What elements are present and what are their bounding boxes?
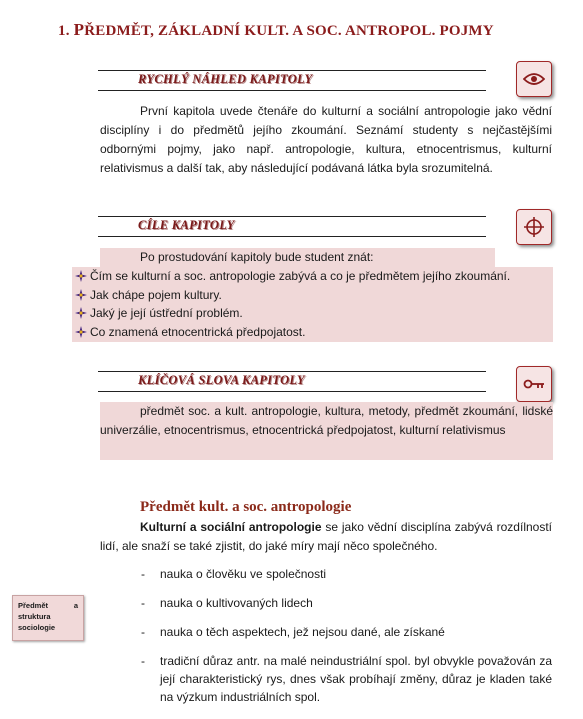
goal-item: Co znamená etnocentrická předpojatost. [72,323,553,342]
margin-note-word: struktura [18,612,51,621]
goals-top-rule [98,216,486,217]
section-lead [100,518,552,556]
chapter-title-initial: P [73,20,85,39]
preview-text: První kapitola uvede čtenáře do kulturní a sociální antropologie jako vědní disciplíny i do předmětů jejího zkoumání. Seznámí studenty s nejčastějšími odbornými pojmy, jako např. antropologie, kultura, etnocentrismus, kulturní relativismus a další tak, aby následující podávaná látka byla srozumitelná. [100,104,552,175]
section-list [141,565,552,706]
chapter-title-text: ŘEDMĚT, ZÁKLADNÍ KULT. A SOC. ANTROPOL. POJMY [84,23,494,39]
goals-list-box [72,267,553,342]
goal-item: Jak chápe pojem kultury. [72,286,553,305]
preview-icon-box [516,61,552,97]
section-list-item: - nauka o člověku ve společnosti [141,567,327,581]
goals-list [72,267,553,341]
goals-intro: Po prostudování kapitoly bude student znát: [140,250,374,264]
preview-heading: RYCHLÝ NÁHLED KAPITOLY [138,72,313,86]
keywords-heading: KLÍČOVÁ SLOVA KAPITOLY [138,373,305,387]
goal-item: Jaký je její ústřední problém. [72,304,553,323]
preview-bottom-rule [98,90,486,91]
target-icon [523,216,545,238]
star-bullet-icon [72,289,90,301]
chapter-number: 1. [58,23,70,39]
section-list-item: - nauka o těch aspektech, jež nejsou dané, ale získané [141,625,445,639]
margin-note-word: a [73,601,78,610]
chapter-title [58,20,494,40]
goals-heading: CÍLE KAPITOLY [138,218,235,232]
preview-top-rule [98,70,486,71]
section-lead-bold: Kulturní a sociální antropologie [140,520,322,534]
keywords-top-rule [98,371,486,372]
eye-icon [523,72,545,86]
keywords-box [100,402,553,460]
section-lead-rest: se jako vědní disciplína zabývá rozdílností lidí, ale snaží se také zjistit, do jaké míry mají něco společného. [100,520,552,553]
section-title: Předmět kult. a soc. antropologie [140,499,352,515]
keywords-icon-box [516,366,552,402]
section-list-item: - nauka o kultivovaných lidech [141,596,313,610]
goals-icon-box [516,209,552,245]
section-list-item: - tradiční důraz antr. na malé neindustriální spol. byl obvykle považován za její charakteristický rys, dnes však probíhají změny, důraz je kladen také na výzkum industriálních spol. [141,654,552,704]
star-bullet-icon [72,326,90,338]
keywords-text: předmět soc. a kult. antropologie, kultura, metody, předmět zkoumání, lidské univerzálie, etnocentrismus, etnocentrická předpojatost, kulturní relativismus [100,404,553,437]
margin-note-word: Předmět [18,601,49,610]
margin-note [12,595,84,641]
star-bullet-icon [72,270,90,282]
goal-item: Čím se kulturní a soc. antropologie zabývá a co je předmětem jejího zkoumání. [72,267,553,286]
margin-note-word: sociologie [18,623,56,632]
goals-intro-box [100,248,495,267]
keywords-bottom-rule [98,391,486,392]
star-bullet-icon [72,307,90,319]
key-icon [523,378,545,390]
goals-bottom-rule [98,236,486,237]
